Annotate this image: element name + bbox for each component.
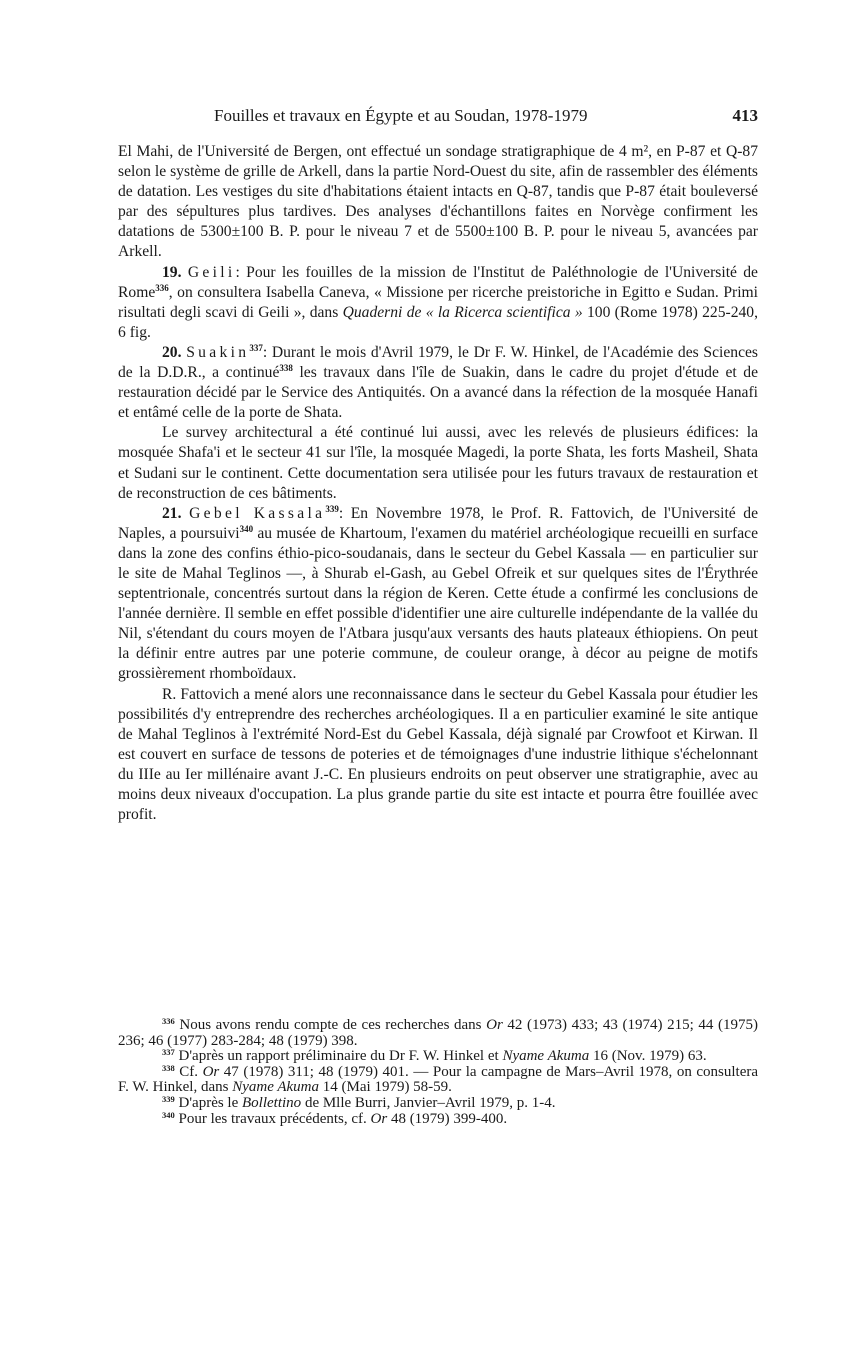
footnote-text: Pour les travaux précédents, cf. (174, 1110, 371, 1127)
footnote (118, 1018, 758, 1049)
footnote-text: D'après le (174, 1094, 243, 1111)
paragraph-text: 100 (Rome 1978) 225-240, 6 fig. (118, 303, 758, 341)
paragraph (118, 142, 758, 263)
footnote-ref[interactable]: 338 (279, 363, 293, 374)
site-name: Gebel Kassala (189, 504, 326, 522)
footnote-text: 42 (1973) 433; 43 (1974) 215; 44 (1975) 236; 46 (1977) 283-284; 48 (1979) 398. (118, 1017, 759, 1049)
footnote-ref[interactable]: 340 (239, 523, 254, 534)
paragraph-text: , on consultera Isabella Caneva, « Missione per ricerche preistoriche in Egitto e Sudan. Primi risultati degli scavi di Geili », dans (118, 283, 758, 321)
footnote-ref[interactable]: 337 (249, 342, 263, 353)
paragraph-text: Le survey architectural a été continué lui aussi, avec les relevés de plusieurs édifices: la mosquée Shafa'i et le secteur 41 sur l'île, la mosquée Magedi, la porte Shata, les forts Masheil, Shata et Sudani sur le continent. Cette documentation sera utilisée pour les futurs travaux de restauration et de reconstruction de ces bâtiments. (118, 424, 758, 502)
paragraph-text: : Pour les fouilles de la mission de l'Institut de Paléthnologie de l'Université de Rome (118, 263, 758, 301)
footnote-text: Nous avons rendu compte de ces recherches dans (174, 1017, 487, 1033)
paragraph-text: les travaux dans l'île de Suakin, dans le cadre du projet d'étude et de restauration décidé par le Service des Antiquités. On a avancé dans la réfection de la mosquée Hanafi et entâmé celle de la porte de Shata. (118, 364, 759, 422)
paragraph (118, 685, 758, 826)
section-number: 19. (162, 263, 182, 281)
paragraph-section-21 (118, 504, 758, 685)
footnote-italic: Nyame Akuma (502, 1048, 590, 1065)
footnote-text: 16 (Nov. 1979) 63. (589, 1048, 707, 1065)
footnote-text: 48 (1979) 399-400. (387, 1110, 508, 1127)
footnote (118, 1049, 758, 1065)
footnote-number: 337 (162, 1047, 175, 1058)
running-header (118, 104, 758, 128)
footnote-italic: Or (486, 1017, 503, 1033)
running-title: Fouilles et travaux en Égypte et au Soudan, 1978-1979 (214, 106, 588, 125)
section-number: 20. (162, 343, 182, 361)
footnote (118, 1062, 759, 1096)
paragraph (118, 423, 758, 503)
footnotes (118, 1018, 758, 1127)
footnote-italic: Bollettino (242, 1094, 302, 1111)
footnote-number: 338 (162, 1062, 175, 1073)
footnote-italic: Or (202, 1063, 220, 1080)
footnote-number: 336 (162, 1016, 175, 1026)
footnote-number: 339 (162, 1093, 175, 1104)
page-number: 413 (732, 106, 758, 125)
footnote (118, 1093, 758, 1112)
paragraph-section-19 (118, 263, 758, 343)
site-name: Geili (187, 263, 236, 281)
paragraph-text: R. Fattovich a mené alors une reconnaissance dans le secteur du Gebel Kassala pour étudier les possibilités d'y entreprendre des recherches archéologiques. Il a en particulier examiné le site antique de Mahal Teglinos à l'extrémité Nord-Est du Gebel Kassala, déjà signalé par Crowfoot et Kirwan. Il est couvert en surface de tessons de poteries et de témoignages d'une industrie lithique s'échelonnant du IIIe au Ier millénaire avant J.-C. En plusieurs endroits on peut observer une stratigraphie, avec au moins deux niveaux d'occupation. La plus grande partie du site est intacte et pourra être fouillée avec profit. (118, 685, 758, 824)
footnote-text: de Mlle Burri, Janvier–Avril 1979, p. 1-4. (301, 1094, 556, 1111)
footnote-text: 47 (1978) 311; 48 (1979) 401. — Pour la campagne de Mars–Avril 1978, on consultera F. W. Hinkel, dans (118, 1063, 759, 1096)
paragraph-text: : Durant le mois d'Avril 1979, le Dr F. W. Hinkel, de l'Académie des Sciences de la D.D.R., a continué (118, 343, 758, 382)
site-name: Suakin (186, 343, 250, 361)
section-number: 21. (162, 504, 182, 522)
footnote-number: 340 (162, 1109, 175, 1120)
footnote-text: D'après un rapport préliminaire du Dr F. W. Hinkel et (174, 1048, 503, 1065)
paragraph-section-20 (118, 343, 758, 423)
footnote-ref[interactable]: 336 (155, 282, 169, 293)
footnote-italic: Nyame Akuma (232, 1079, 320, 1096)
paragraph-text: El Mahi, de l'Université de Bergen, ont effectué un sondage stratigraphique de 4 m², en P-87 et Q-87 selon le système de grille de Arkell, dans la partie Nord-Ouest du site, afin de rassembler des éléments de datation. Les vestiges du site d'habitations étaient intacts en Q-87, tandis que P-87 était bouleversé par des sépultures plus tardives. Des analyses d'échantillons faites en Norvège confirment les datations de 5300±100 B. P. pour le niveau 7 et de 5500±100 B. P. pour le niveau 5, avancées par Arkell. (118, 143, 758, 261)
footnote (118, 1109, 758, 1128)
footnote-ref[interactable]: 339 (325, 503, 339, 514)
paragraph-text: : En Novembre 1978, le Prof. R. Fattovich, de l'Université de Naples, a poursuivi (118, 504, 759, 542)
journal-title: Quaderni de « la Ricerca scientifica » (342, 303, 583, 321)
footnote-italic: Or (370, 1110, 388, 1127)
footnote-text: 14 (Mai 1979) 58-59. (319, 1079, 452, 1096)
footnote-text: Cf. (174, 1063, 203, 1080)
main-text (118, 142, 758, 825)
paragraph-text: au musée de Khartoum, l'examen du matériel archéologique recueilli en surface dans la zone des confins éthio-pico-soudanais, dans le secteur du Gebel Kassala — en particulier sur le site de Mahal Teglinos —, à Shurab el-Gash, au Gebel Ofreik et sur quelques sites de l'Érythrée septentrionale, concentrés surtout dans la région de Keren. Cette étude a confirmé les conclusions de l'année dernière. Il semble en effet possible d'identifier une aire culturelle indépendante de la vallée du Nil, s'étendant du cours moyen de l'Atbara jusqu'aux versants des hauts plateaux éthiopiens. On peut la définir entre autres par une poterie commune, de couleur orange, à décor au peigne de motifs grossièrement rhomboïdaux. (118, 524, 758, 683)
